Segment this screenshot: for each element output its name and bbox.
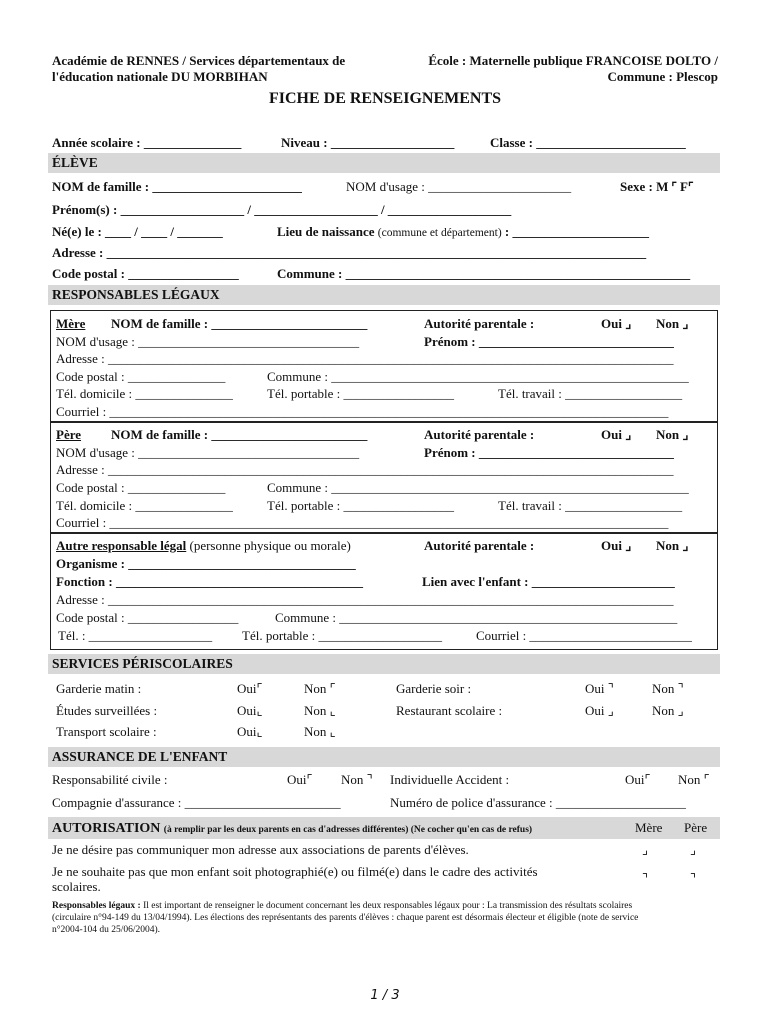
prenoms-field[interactable]: Prénom(s) : ___________________ / ___________________ / ___________________ (52, 202, 512, 217)
pere-code-postal-field[interactable]: Code postal : _______________ (56, 480, 226, 495)
page-title: FICHE DE RENSEIGNEMENTS (268, 90, 502, 107)
section-responsables: RESPONSABLES LÉGAUX (48, 285, 720, 305)
transport-non[interactable]: Non ⌞ (304, 724, 336, 739)
pere-nom-field[interactable]: NOM de famille : ________________________ (111, 427, 368, 442)
garderie-soir-non[interactable]: Non ⌝ (652, 681, 684, 696)
eleve-commune-field[interactable]: Commune : _____________________________________________________ (277, 266, 691, 281)
autre-tel-portable-field[interactable]: Tél. portable : ___________________ (242, 628, 443, 643)
garderie-soir-label: Garderie soir : (396, 681, 472, 696)
page-number: 1 / 3 (370, 988, 400, 1003)
autre-autorite-oui[interactable]: Oui ⌟ (601, 538, 632, 553)
pere-tel-domicile-field[interactable]: Tél. domicile : _______________ (56, 498, 233, 513)
restaurant-oui[interactable]: Oui ⌟ (585, 703, 614, 718)
organisme-field[interactable]: Organisme : ___________________________________ (56, 556, 356, 571)
garderie-matin-oui[interactable]: Oui⌜ (237, 681, 263, 696)
pere-adresse-field[interactable]: Adresse : _______________________________________________________________________________________ (56, 462, 674, 477)
indiv-accident-label: Individuelle Accident : (390, 772, 510, 787)
autre-code-postal-field[interactable]: Code postal : _________________ (56, 610, 239, 625)
restaurant-non[interactable]: Non ⌟ (652, 703, 684, 718)
pere-label: Père (56, 427, 82, 442)
mere-tel-domicile-field[interactable]: Tél. domicile : _______________ (56, 386, 233, 401)
indiv-accident-oui[interactable]: Oui⌜ (625, 772, 651, 787)
footer-note-3: n°2004-104 du 25/06/2004). (52, 925, 161, 935)
restaurant-label: Restaurant scolaire : (396, 703, 503, 718)
niveau-field[interactable]: Niveau : ___________________ (281, 135, 455, 150)
garderie-matin-non[interactable]: Non ⌜ (304, 681, 336, 696)
transport-label: Transport scolaire : (56, 724, 157, 739)
eleve-nom-usage-field[interactable]: NOM d'usage : ______________________ (346, 179, 572, 194)
mere-label: Mère (56, 316, 86, 331)
mere-adresse-field[interactable]: Adresse : _______________________________________________________________________________________ (56, 351, 674, 366)
photo-pere-checkbox[interactable]: ⌝ (690, 871, 697, 886)
pere-prenom-field[interactable]: Prénom : ______________________________ (424, 445, 674, 460)
autre-courriel-field[interactable]: Courriel : _________________________ (476, 628, 692, 643)
sexe-m-checkbox[interactable]: ⌜ (668, 180, 680, 194)
footer-note-2: (circulaire n°94-149 du 13/04/1994). Les élections des représentants des parents d'élèves : chaque parent est désormais électeur et éligible (note de service (52, 913, 639, 923)
photo-mere-checkbox[interactable]: ⌝ (642, 871, 649, 886)
autre-adresse-field[interactable]: Adresse : _______________________________________________________________________________________ (56, 592, 674, 607)
date-naissance-field[interactable]: Né(e) le : ____ / ____ / _______ (52, 224, 223, 239)
police-field[interactable]: Numéro de police d'assurance : ____________________ (390, 795, 686, 810)
section-periscolaire: SERVICES PÉRISCOLAIRES (48, 654, 720, 674)
mere-tel-portable-field[interactable]: Tél. portable : _________________ (267, 386, 455, 401)
indiv-accident-non[interactable]: Non ⌜ (678, 772, 710, 787)
etudes-non[interactable]: Non ⌞ (304, 703, 336, 718)
eleve-adresse-field[interactable]: Adresse : ___________________________________________________________________________________ (52, 245, 647, 260)
mere-prenom-field[interactable]: Prénom : ______________________________ (424, 334, 674, 349)
mere-courriel-field[interactable]: Courriel : ______________________________________________________________________________________ (56, 404, 669, 419)
pere-autorite-oui[interactable]: Oui ⌟ (601, 427, 632, 442)
section-autorisation: AUTORISATION (à remplir par les deux parents en cas d'adresses différentes) (Ne cocher qu'en cas de refus) (48, 817, 720, 839)
fonction-field[interactable]: Fonction : ______________________________________ (56, 574, 363, 589)
section-assurance: ASSURANCE DE L'ENFANT (48, 747, 720, 767)
pere-autorite-non[interactable]: Non ⌟ (656, 427, 689, 442)
resp-civile-oui[interactable]: Oui⌜ (287, 772, 313, 787)
lien-enfant-field[interactable]: Lien avec l'enfant : ______________________ (422, 574, 675, 589)
pere-tel-portable-field[interactable]: Tél. portable : _________________ (267, 498, 455, 513)
divider (50, 422, 718, 423)
commune-header: Commune : Plescop (607, 69, 718, 84)
mere-tel-travail-field[interactable]: Tél. travail : __________________ (498, 386, 683, 401)
sexe-f-checkbox[interactable]: ⌜ (687, 180, 694, 194)
mere-nom-usage-field[interactable]: NOM d'usage : __________________________________ (56, 334, 360, 349)
pere-autorite-label: Autorité parentale : (424, 427, 535, 442)
mere-code-postal-field[interactable]: Code postal : _______________ (56, 369, 226, 384)
adresse-pere-checkbox[interactable]: ⌟ (690, 842, 697, 857)
transport-oui[interactable]: Oui⌞ (237, 724, 263, 739)
autorisation-photo-text-2: scolaires. (52, 879, 101, 894)
pere-commune-field[interactable]: Commune : _______________________________________________________ (267, 480, 689, 495)
garderie-matin-label: Garderie matin : (56, 681, 142, 696)
resp-civile-non[interactable]: Non ⌝ (341, 772, 373, 787)
divider (50, 533, 718, 534)
autre-tel-field[interactable]: Tél. : ___________________ (58, 628, 213, 643)
pere-tel-travail-field[interactable]: Tél. travail : __________________ (498, 498, 683, 513)
sexe-label: Sexe : M ⌜ F⌜ (620, 179, 694, 194)
ecole-line1: École : Maternelle publique FRANCOISE DOLTO / (428, 53, 718, 68)
autre-label: Autre responsable légal (personne physique ou morale) (56, 538, 351, 553)
pere-courriel-field[interactable]: Courriel : ______________________________________________________________________________________ (56, 515, 669, 530)
etudes-label: Études surveillées : (56, 703, 158, 718)
eleve-nom-famille-field[interactable]: NOM de famille : _______________________ (52, 179, 302, 194)
pere-nom-usage-field[interactable]: NOM d'usage : __________________________________ (56, 445, 360, 460)
mere-nom-field[interactable]: NOM de famille : ________________________ (111, 316, 368, 331)
garderie-soir-oui[interactable]: Oui ⌝ (585, 681, 614, 696)
lieu-naissance-field[interactable]: Lieu de naissance (commune et département) : _____________________ (277, 224, 649, 239)
section-eleve: ÉLÈVE (48, 153, 720, 173)
academie-line2: l'éducation nationale DU MORBIHAN (52, 69, 268, 84)
eleve-code-postal-field[interactable]: Code postal : _________________ (52, 266, 239, 281)
autre-commune-field[interactable]: Commune : ____________________________________________________ (275, 610, 678, 625)
mere-autorite-non[interactable]: Non ⌟ (656, 316, 689, 331)
mere-autorite-oui[interactable]: Oui ⌟ (601, 316, 632, 331)
autre-autorite-non[interactable]: Non ⌟ (656, 538, 689, 553)
compagnie-field[interactable]: Compagnie d'assurance : ________________________ (52, 795, 341, 810)
footer-note-1: Responsables légaux : Il est important de renseigner le document concernant les deux responsables légaux pour : La transmission des résultats scolaires (52, 901, 633, 911)
academie-line1: Académie de RENNES / Services départementaux de (52, 53, 346, 68)
resp-civile-label: Responsabilité civile : (52, 772, 168, 787)
etudes-oui[interactable]: Oui⌞ (237, 703, 263, 718)
adresse-mere-checkbox[interactable]: ⌟ (642, 842, 649, 857)
autorisation-photo-text: Je ne souhaite pas que mon enfant soit photographié(e) ou filmé(e) dans le cadre des activités (52, 864, 538, 879)
autorisation-mere-header: Mère (635, 820, 663, 835)
autorisation-adresse-text: Je ne désire pas communiquer mon adresse aux associations de parents d'élèves. (52, 842, 469, 857)
mere-autorite-label: Autorité parentale : (424, 316, 535, 331)
autre-autorite-label: Autorité parentale : (424, 538, 535, 553)
mere-commune-field[interactable]: Commune : _______________________________________________________ (267, 369, 689, 384)
annee-scolaire-field[interactable]: Année scolaire : _______________ (52, 135, 242, 150)
classe-field[interactable]: Classe : _______________________ (490, 135, 686, 150)
autorisation-pere-header: Père (684, 820, 708, 835)
